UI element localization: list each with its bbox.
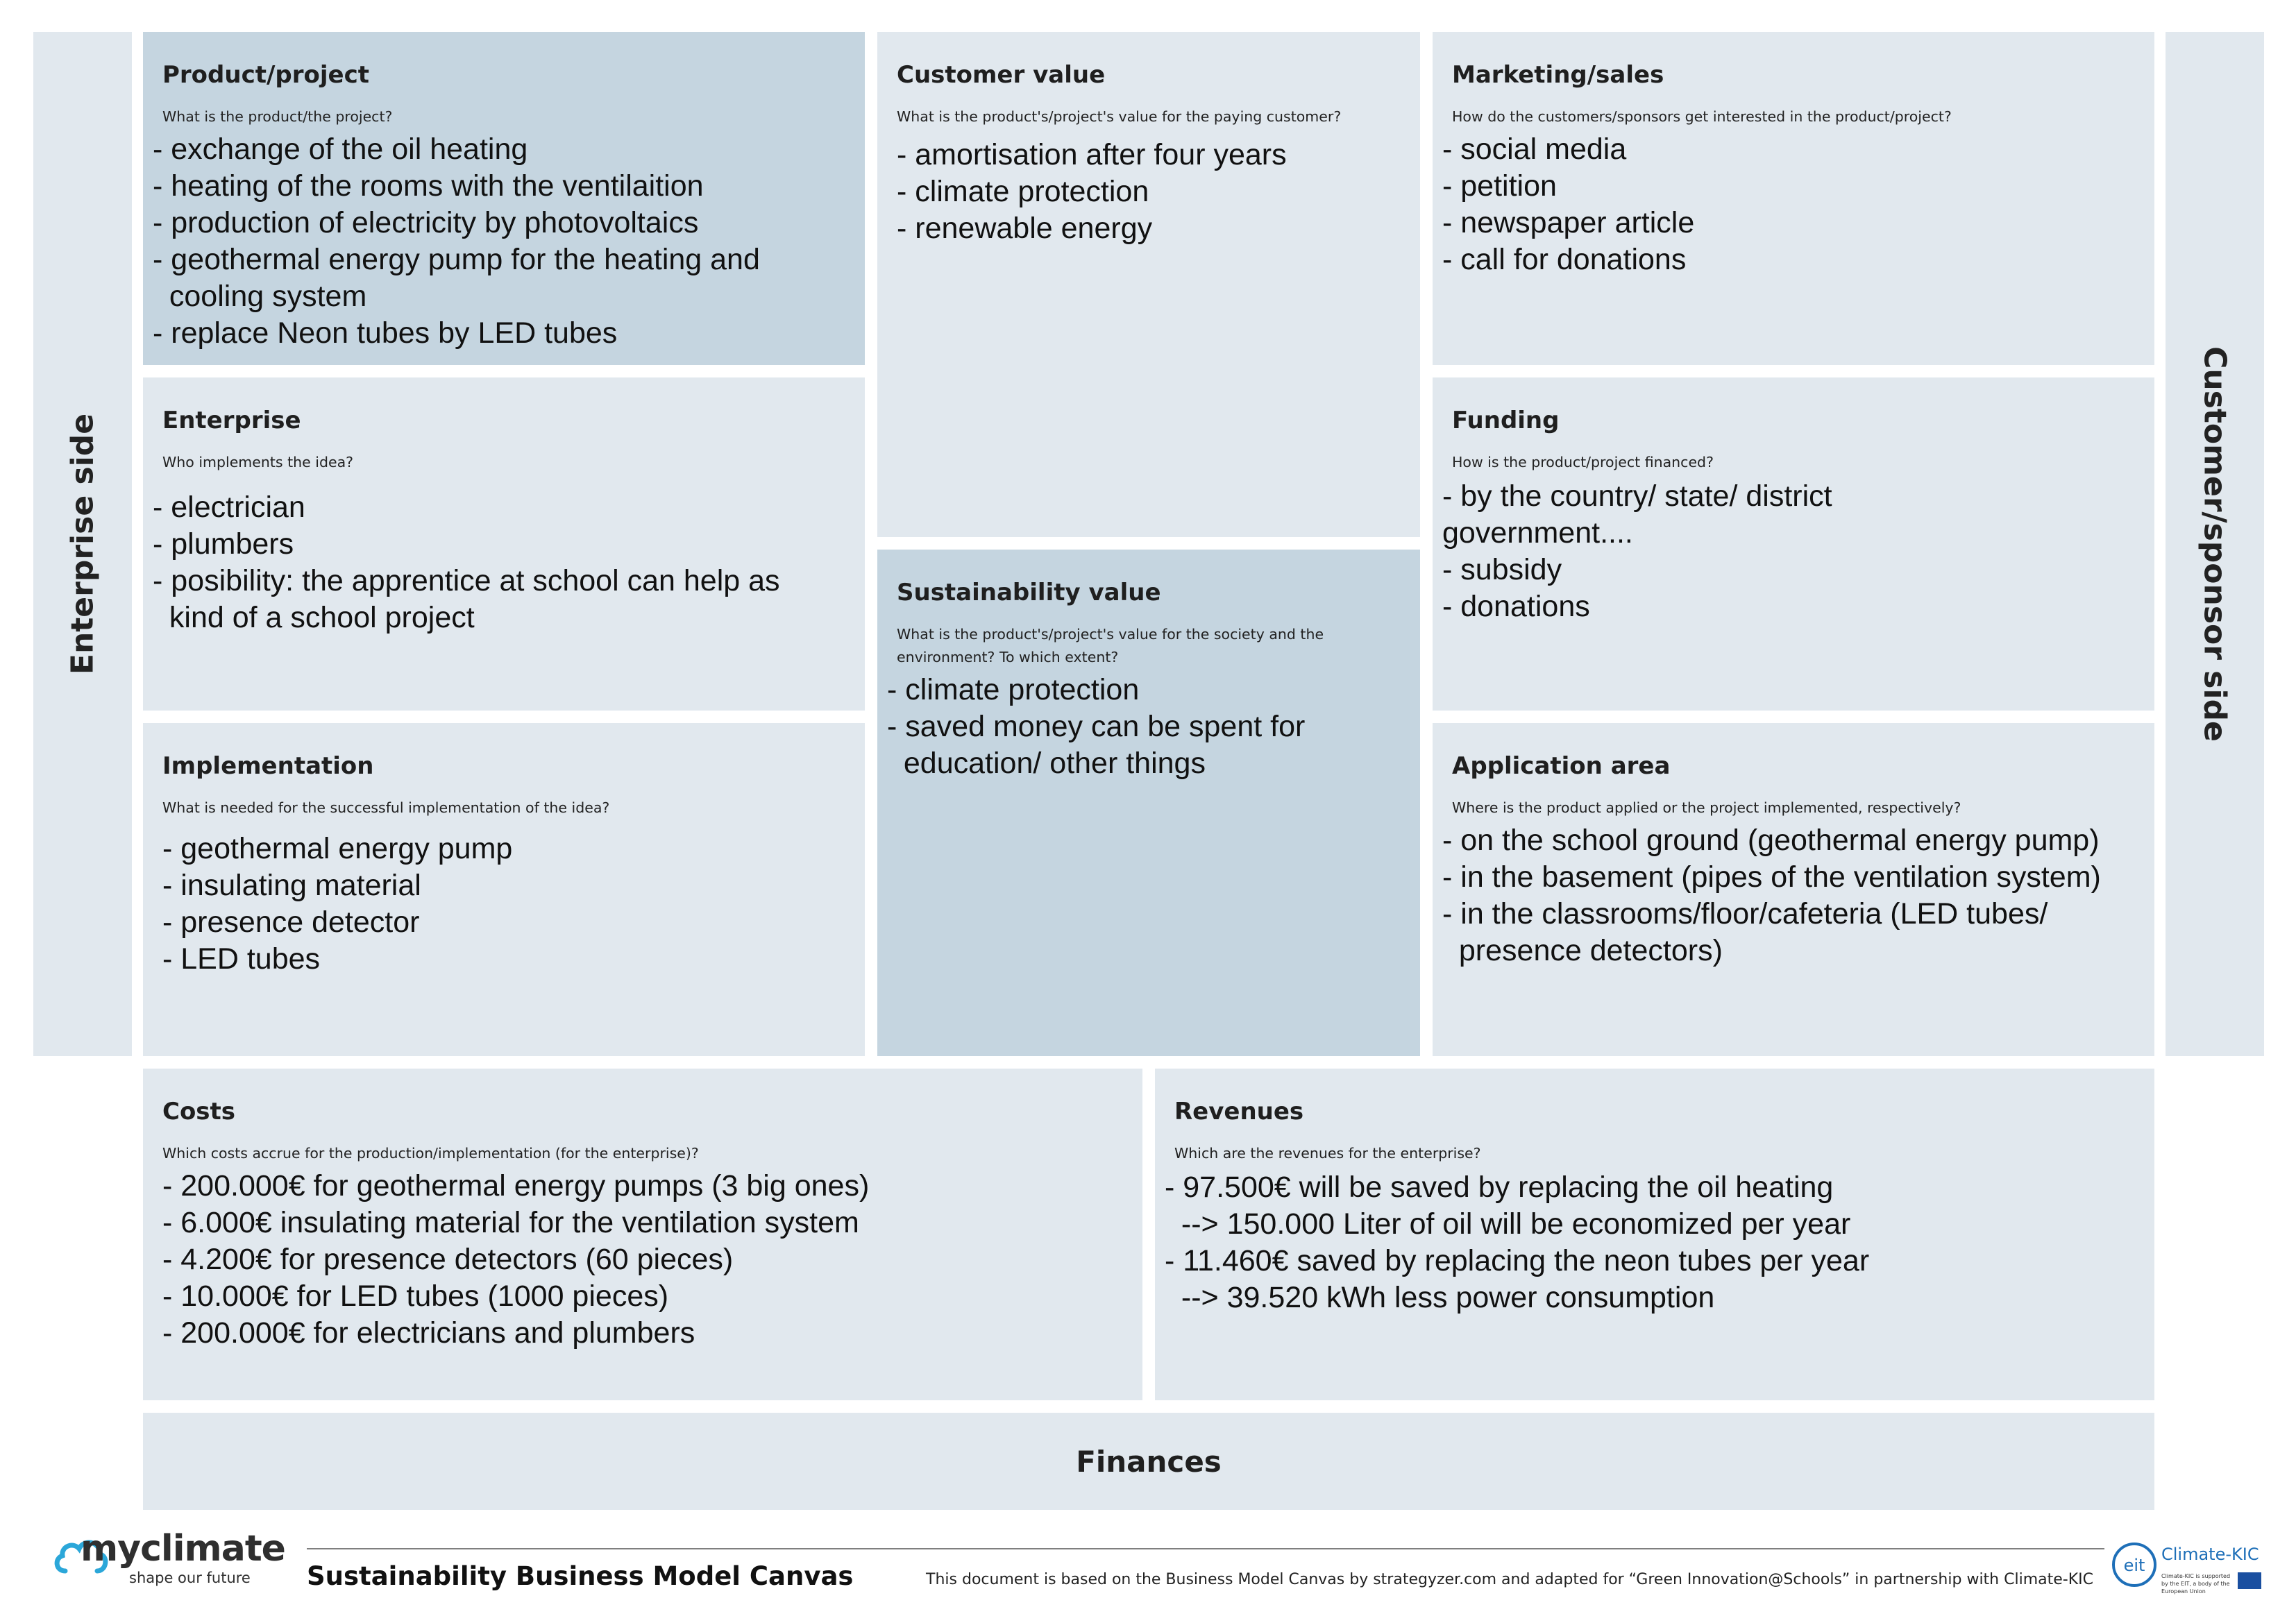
canvas-line: - insulating material: [162, 869, 421, 902]
canvas-line: - posibility: the apprentice at school can help as: [153, 564, 780, 597]
revenues-lines: [1165, 1169, 2135, 1316]
canvas-title: Sustainability Business Model Canvas: [307, 1561, 854, 1591]
canvas-line: - exchange of the oil heating: [153, 133, 528, 166]
canvas-line: --> 150.000 Liter of oil will be economized per year: [1165, 1207, 1851, 1241]
sustainability-value-lines: [887, 672, 1401, 782]
canvas-line: - presence detector: [162, 906, 420, 939]
canvas-line: - climate protection: [897, 175, 1149, 208]
sustainability-value-question: What is the product's/project's value for the society and the environment? To which extent?: [897, 626, 1324, 665]
enterprise-question: Who implements the idea?: [162, 454, 354, 470]
enterprise-title: Enterprise: [162, 407, 301, 434]
canvas-line: - on the school ground (geothermal energy pump): [1442, 824, 2100, 857]
canvas-line: --> 39.520 kWh less power consumption: [1165, 1281, 1715, 1314]
canvas-line: - subsidy: [1442, 553, 1562, 586]
application-area-box: [1433, 723, 2154, 1056]
canvas-line: - renewable energy: [897, 212, 1153, 245]
canvas-line: - call for donations: [1442, 243, 1687, 276]
canvas-line: - geothermal energy pump: [162, 832, 513, 865]
customer-side-label: Customer/sponsor side: [2197, 346, 2233, 742]
canvas-line: - amortisation after four years: [897, 138, 1287, 171]
canvas-line: - 6.000€ insulating material for the ventilation system: [162, 1206, 859, 1239]
implementation-title: Implementation: [162, 752, 374, 780]
canvas-line: - heating of the rooms with the ventilaition: [153, 169, 704, 203]
product-project-lines: [153, 131, 845, 352]
canvas-line: - production of electricity by photovoltaics: [153, 206, 699, 239]
climate-kic-wordmark: Climate-KIC: [2161, 1545, 2259, 1564]
canvas-line: - petition: [1442, 169, 1557, 203]
enterprise-lines: [153, 489, 845, 636]
canvas-line: - 11.460€ saved by replacing the neon tubes per year: [1165, 1244, 1870, 1277]
canvas-line: - 10.000€ for LED tubes (1000 pieces): [162, 1280, 669, 1313]
costs-question: Which costs accrue for the production/implementation (for the enterprise)?: [162, 1145, 699, 1162]
revenues-title: Revenues: [1174, 1098, 1304, 1125]
application-area-question: Where is the product applied or the project implemented, respectively?: [1452, 799, 1961, 816]
marketing-sales-box: [1433, 32, 2154, 365]
myclimate-tagline: shape our future: [129, 1570, 251, 1586]
funding-lines: [1442, 478, 2135, 625]
canvas-line: - 4.200€ for presence detectors (60 pieces): [162, 1243, 734, 1276]
revenues-question: Which are the revenues for the enterprise?: [1174, 1145, 1481, 1162]
climate-kic-fineprint: Climate-KIC is supported by the EIT, a body of the European Union: [2161, 1573, 2231, 1595]
funding-question: How is the product/project financed?: [1452, 454, 1714, 470]
canvas-line: - 97.500€ will be saved by replacing the oil heating: [1165, 1171, 1834, 1204]
costs-box: [143, 1069, 1142, 1400]
marketing-sales-question: How do the customers/sponsors get interested in the product/project?: [1452, 108, 1952, 125]
canvas-line: - electrician: [153, 491, 305, 524]
canvas-line: - social media: [1442, 133, 1627, 166]
canvas-line: - by the country/ state/ district: [1442, 479, 1832, 513]
costs-title: Costs: [162, 1098, 236, 1125]
footer-divider: [307, 1548, 2104, 1549]
product-project-title: Product/project: [162, 61, 369, 89]
enterprise-side-label: Enterprise side: [65, 413, 101, 675]
finances-bar: [143, 1413, 2154, 1510]
sustainability-value-box: [877, 550, 1420, 1056]
eu-flag-icon: [2238, 1572, 2261, 1589]
marketing-sales-lines: [1442, 131, 2135, 278]
sustainability-value-title: Sustainability value: [897, 579, 1161, 606]
product-project-question: What is the product/the project?: [162, 108, 393, 125]
customer-value-question: What is the product's/project's value for the paying customer?: [897, 108, 1342, 125]
canvas-line: - replace Neon tubes by LED tubes: [153, 316, 618, 350]
customer-value-box: [877, 32, 1420, 537]
customer-value-lines: [897, 137, 1401, 247]
canvas-line: presence detectors): [1442, 934, 1723, 967]
implementation-box: [143, 723, 865, 1056]
canvas-line: - in the classrooms/floor/cafeteria (LED tubes/: [1442, 897, 2048, 931]
canvas-line: - geothermal energy pump for the heating and: [153, 243, 760, 276]
footer-note: This document is based on the Business Model Canvas by strategyzer.com and adapted for “Green Innovation@Schools” in partnership with Climate-KIC: [926, 1571, 2093, 1588]
canvas-line: kind of a school project: [153, 601, 475, 634]
enterprise-box: [143, 377, 865, 711]
funding-box: [1433, 377, 2154, 711]
marketing-sales-title: Marketing/sales: [1452, 61, 1664, 89]
funding-title: Funding: [1452, 407, 1560, 434]
eit-badge-text: eit: [2123, 1556, 2145, 1575]
finances-label: Finances: [1076, 1444, 1222, 1479]
canvas-line: - 200.000€ for electricians and plumbers: [162, 1316, 695, 1350]
application-area-title: Application area: [1452, 752, 1671, 780]
canvas-line: - LED tubes: [162, 942, 321, 976]
myclimate-wordmark: myclimate: [81, 1528, 285, 1570]
enterprise-side-bar: [33, 32, 132, 1056]
canvas-line: - 200.000€ for geothermal energy pumps (3 big ones): [162, 1169, 870, 1203]
implementation-question: What is needed for the successful implementation of the idea?: [162, 799, 610, 816]
canvas-line: - in the basement (pipes of the ventilation system): [1442, 860, 2101, 894]
canvas-line: cooling system: [153, 280, 367, 313]
eit-badge-icon: [2110, 1540, 2159, 1589]
revenues-box: [1155, 1069, 2154, 1400]
canvas-line: - saved money can be spent for: [887, 710, 1306, 743]
canvas-line: government....: [1442, 516, 1633, 550]
canvas-line: education/ other things: [887, 747, 1206, 780]
myclimate-logo: [53, 1524, 285, 1593]
canvas-line: - donations: [1442, 590, 1590, 623]
canvas-line: - newspaper article: [1442, 206, 1695, 239]
customer-side-bar: [2166, 32, 2264, 1056]
application-area-lines: [1442, 822, 2135, 969]
costs-lines: [162, 1168, 1123, 1352]
implementation-lines: [162, 831, 845, 978]
canvas-line: - plumbers: [153, 527, 294, 561]
product-project-box: [143, 32, 865, 365]
climate-kic-logo: [2110, 1538, 2270, 1600]
canvas-line: - climate protection: [887, 673, 1140, 706]
customer-value-title: Customer value: [897, 61, 1106, 89]
